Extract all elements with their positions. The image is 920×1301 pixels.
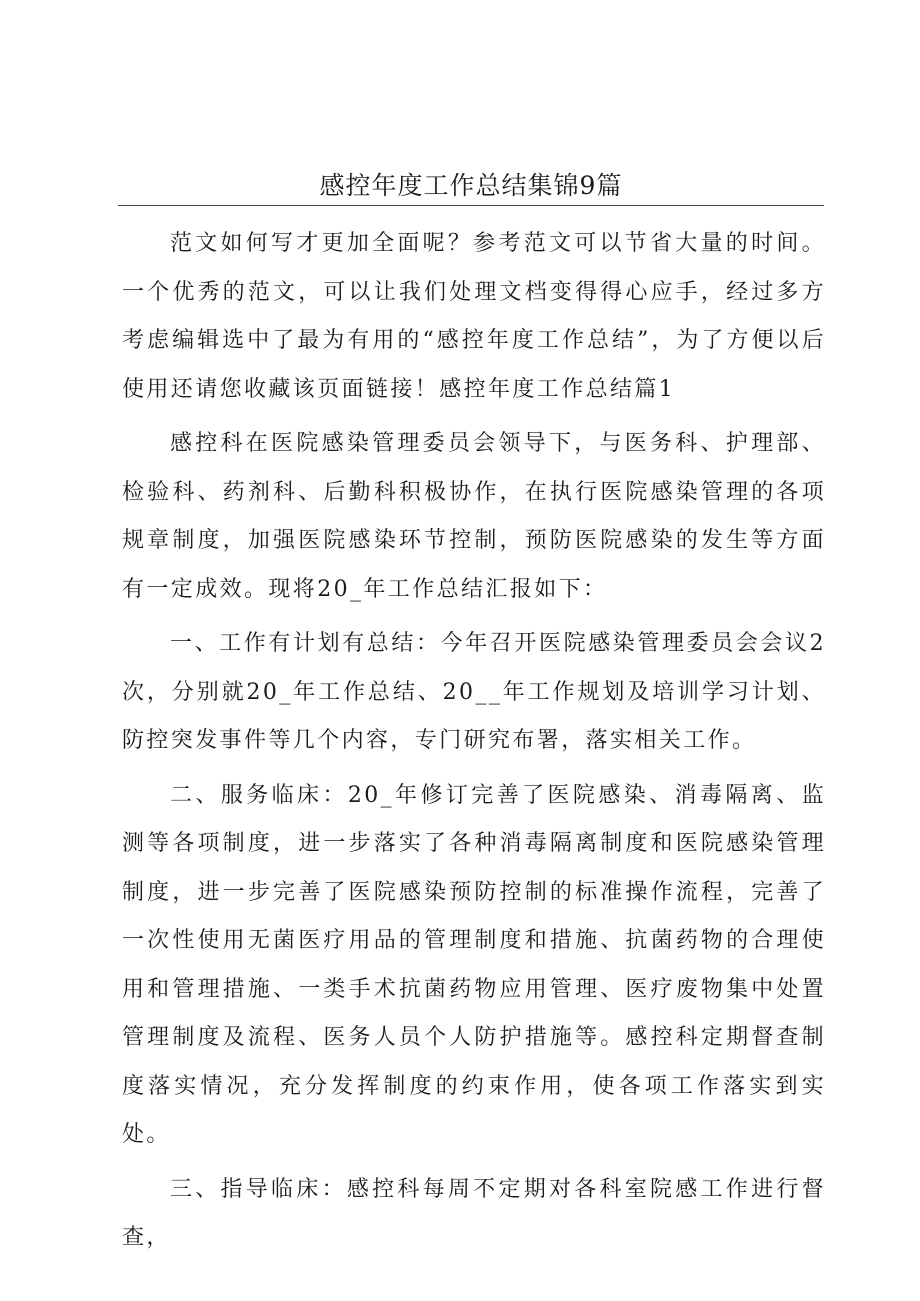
document-title: 感控年度工作总结集锦9篇 [319, 171, 623, 200]
paragraph-section-1: 一、工作有计划有总结：今年召开医院感染管理委员会会议2次，分别就20_年工作总结、20__年工作规划及培训学习计划、防控突发事件等几个内容，专门研究布署，落实相关工作。 [122, 631, 826, 753]
paragraph-section-2: 二、服务临床：20_年修订完善了医院感染、消毒隔离、监测等各项制度，进一步落实了各种消毒隔离制度和医院感染管理制度，进一步完善了医院感染预防控制的标准操作流程，完善了一次性使用无菌医疗用品的管理制度和措施、抗菌药物的合理使用和管理措施、一类手术抗菌药物应用管理、医疗废物集中处置管理制度及流程、医务人员个人防护措施等。感控科定期督查制度落实情况，充分发挥制度的约束作用，使各项工作落实到实处。 [122, 782, 826, 1147]
paragraph-intro: 范文如何写才更加全面呢？参考范文可以节省大量的时间。一个优秀的范文，可以让我们处理文档变得得心应手，经过多方考虑编辑选中了最为有用的“感控年度工作总结”，为了方便以后使用还请您收藏该页面链接！感控年度工作总结篇1 [122, 231, 826, 402]
paragraph-section-3: 三、指导临床：感控科每周不定期对各科室院感工作进行督查， [122, 1176, 826, 1250]
paragraph-overview: 感控科在医院感染管理委员会领导下，与医务科、护理部、检验科、药剂科、后勤科积极协作，在执行医院感染管理的各项规章制度，加强医院感染环节控制，预防医院感染的发生等方面有一定成效。现将20_年工作总结汇报如下： [122, 431, 826, 602]
title-underline [118, 205, 824, 206]
document-body [122, 220, 826, 1269]
